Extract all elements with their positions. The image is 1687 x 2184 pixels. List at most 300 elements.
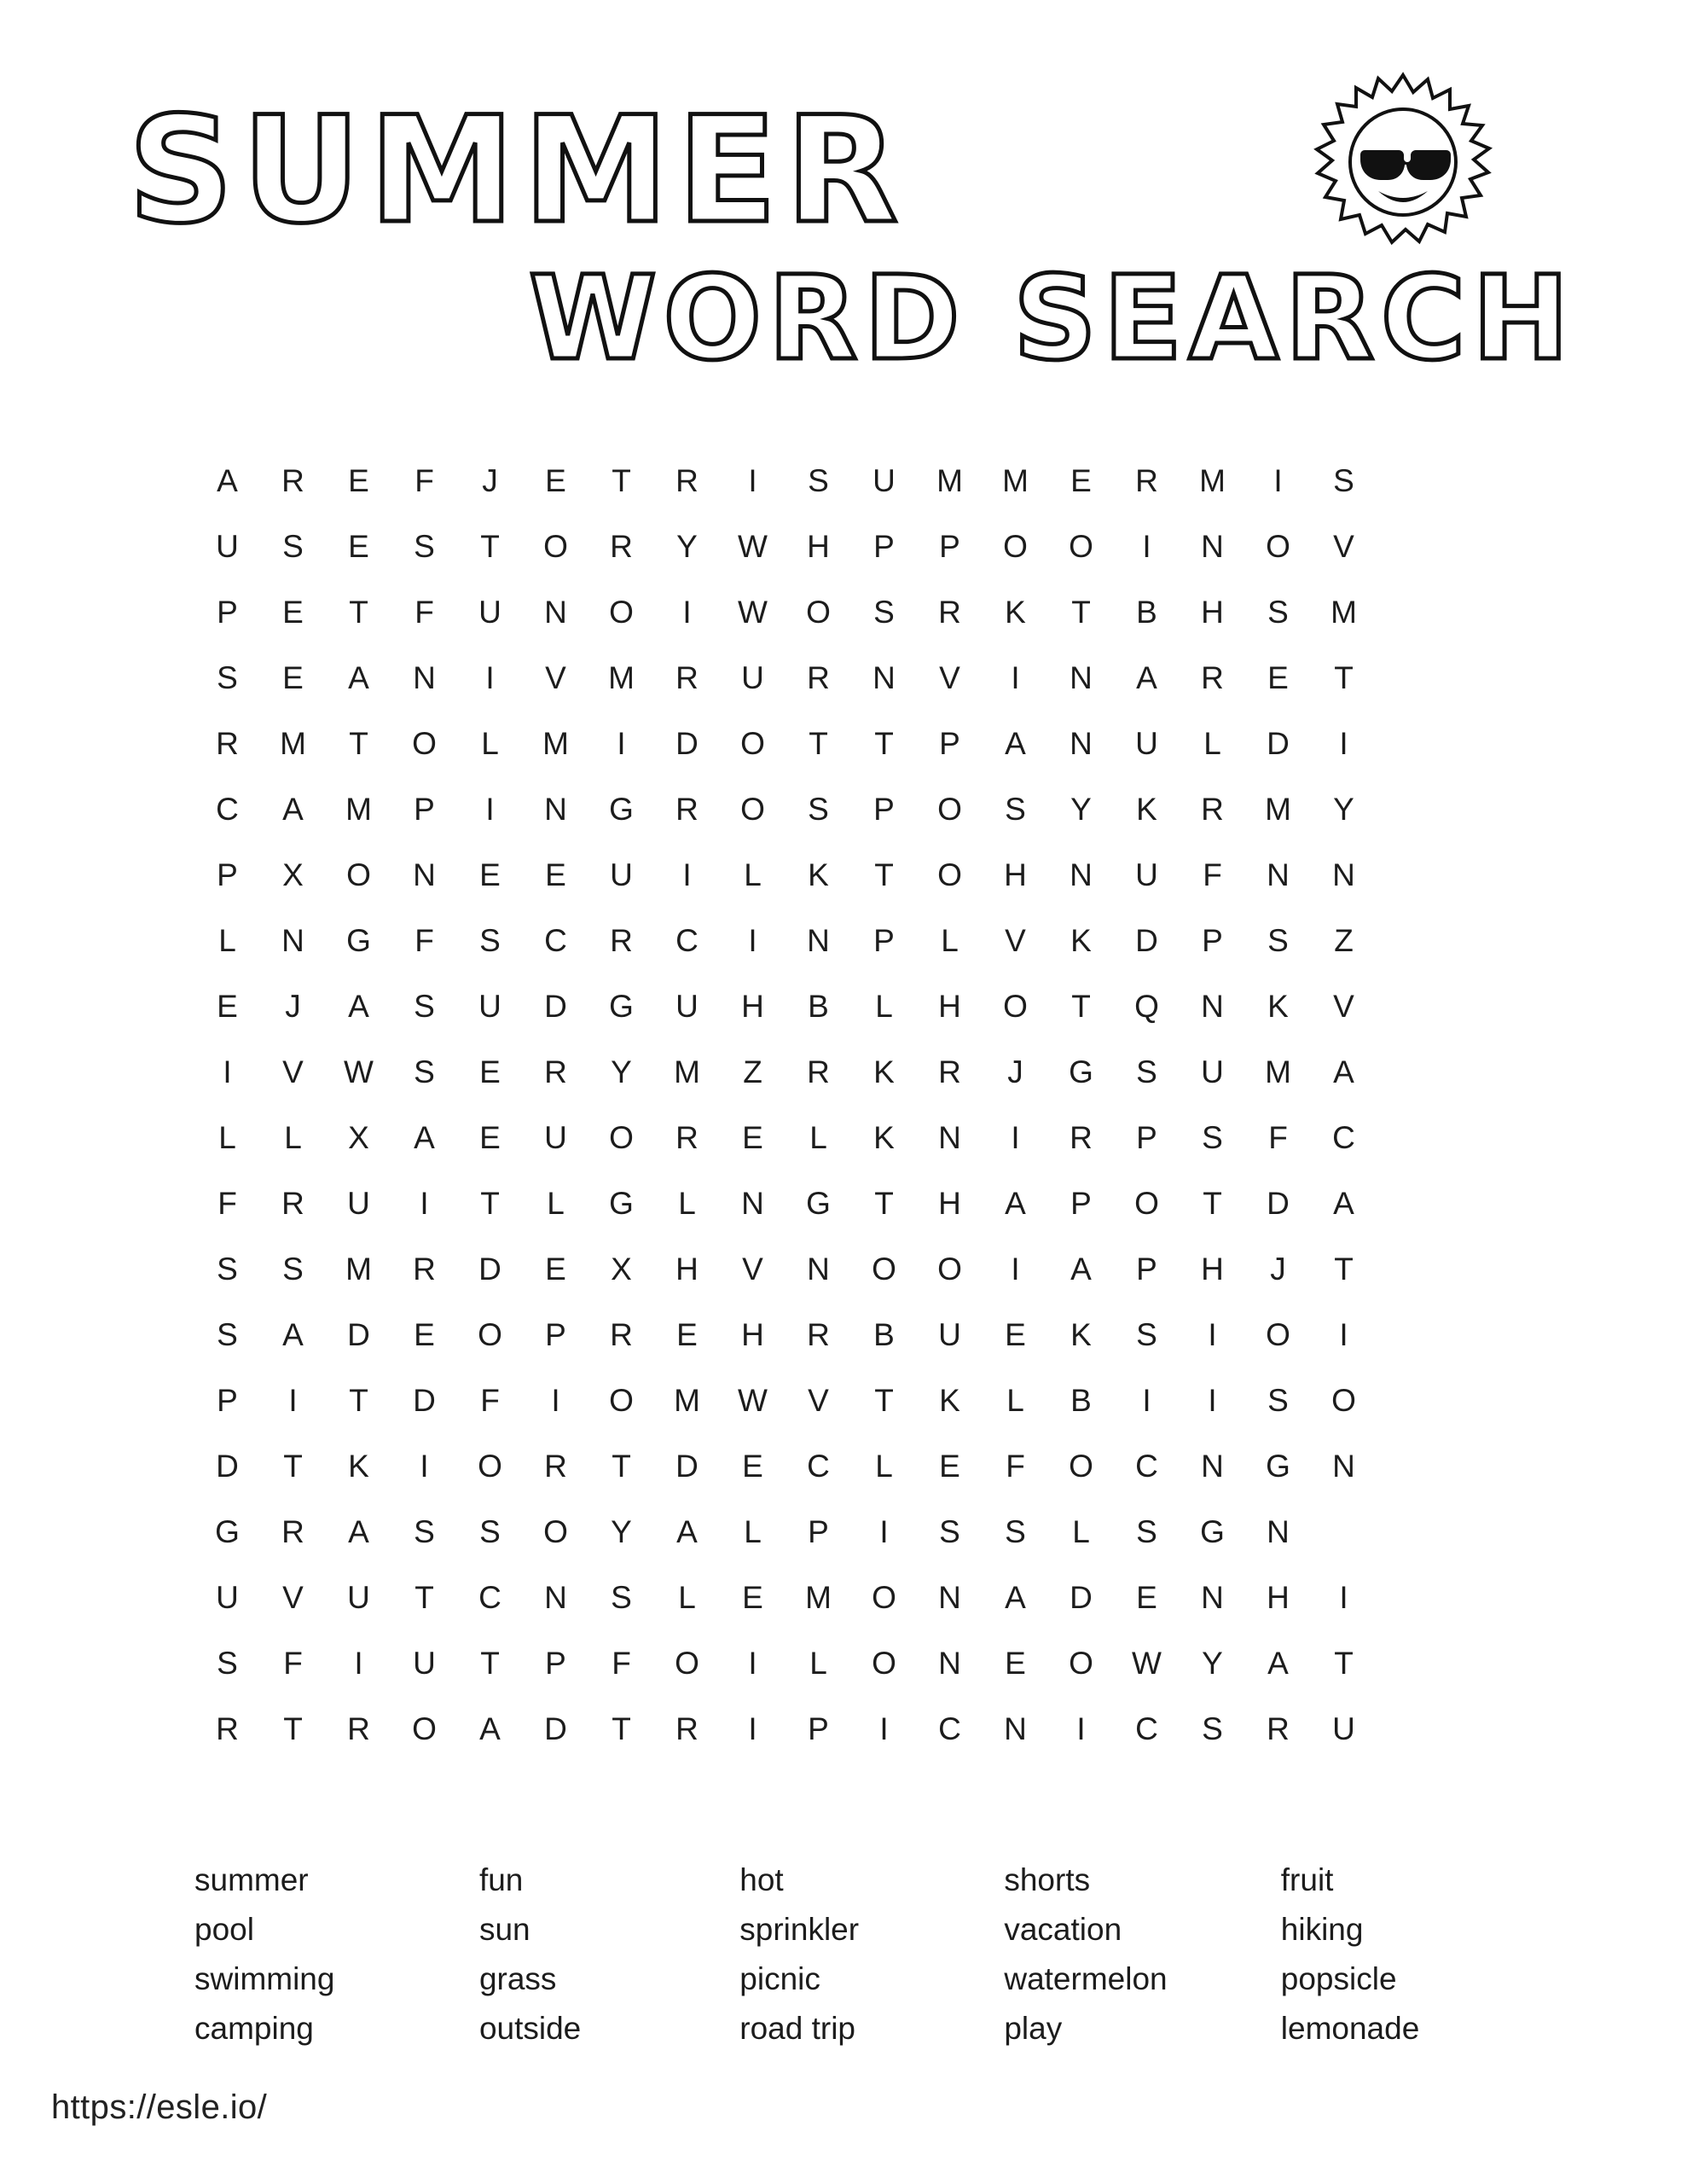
grid-cell: N: [413, 857, 436, 892]
grid-cell: E: [1136, 1580, 1157, 1615]
grid-cell: V: [282, 1580, 304, 1615]
grid-cell: I: [1011, 660, 1020, 695]
word-list-item: picnic: [739, 1961, 820, 1996]
grid-cell: M: [1002, 463, 1029, 498]
grid-cell-empty: [1442, 908, 1508, 973]
word-list-item: fruit: [1280, 1862, 1334, 1897]
grid-cell: U: [675, 989, 699, 1024]
grid-cell: D: [1267, 726, 1290, 761]
grid-cell: O: [609, 1383, 634, 1418]
grid-cell: I: [1142, 529, 1151, 564]
grid-cell: I: [420, 1449, 429, 1484]
grid-cell: D: [675, 1449, 699, 1484]
word-list-item: play: [1004, 2011, 1063, 2046]
grid-cell: S: [282, 1252, 304, 1287]
grid-cell: N: [544, 1580, 567, 1615]
grid-cell: L: [941, 923, 959, 958]
word-list-item: camping: [194, 2011, 314, 2046]
grid-cell: N: [1201, 1449, 1224, 1484]
grid-cell: D: [347, 1317, 370, 1352]
grid-cell: T: [349, 726, 368, 761]
grid-cell: S: [1136, 1317, 1157, 1352]
grid-cell: D: [544, 1711, 567, 1746]
grid-cell: I: [420, 1186, 429, 1221]
grid-cell: Z: [1334, 923, 1354, 958]
grid-cell: S: [217, 1646, 238, 1681]
grid-cell: F: [217, 1186, 237, 1221]
grid-cell-empty: [1442, 1236, 1508, 1302]
grid-cell: U: [741, 660, 764, 695]
grid-cell: O: [872, 1646, 896, 1681]
grid-cell: W: [738, 1383, 768, 1418]
grid-cell: P: [939, 726, 960, 761]
grid-cell: H: [1201, 1252, 1224, 1287]
grid-cell: E: [1005, 1317, 1026, 1352]
grid-cell: T: [283, 1449, 303, 1484]
grid-cell: I: [1011, 1120, 1020, 1155]
grid-cell: W: [738, 529, 768, 564]
grid-cell: R: [807, 660, 830, 695]
grid-cell: S: [808, 792, 829, 827]
grid-cell: H: [938, 1186, 961, 1221]
grid-cell: O: [872, 1252, 896, 1287]
grid-cell: X: [611, 1252, 632, 1287]
grid-cell: O: [740, 726, 765, 761]
grid-cell: T: [283, 1711, 303, 1746]
grid-cell: O: [1069, 1646, 1093, 1681]
grid-cell: F: [415, 923, 434, 958]
grid-cell: E: [479, 1054, 501, 1089]
grid-cell: N: [938, 1120, 961, 1155]
grid-cell: V: [1333, 529, 1354, 564]
grid-cell: O: [675, 1646, 699, 1681]
grid-cell: Y: [1333, 792, 1354, 827]
grid-cell: T: [1334, 660, 1354, 695]
grid-cell: H: [675, 1252, 699, 1287]
grid-cell: N: [1070, 726, 1093, 761]
grid-cell-empty: [1442, 645, 1508, 711]
grid-cell: N: [1070, 660, 1093, 695]
grid-cell: J: [285, 989, 301, 1024]
grid-cell: R: [1267, 1711, 1290, 1746]
grid-cell: O: [346, 857, 371, 892]
grid-cell: K: [939, 1383, 960, 1418]
grid-cell: I: [1339, 1580, 1348, 1615]
grid-cell: A: [282, 792, 304, 827]
grid-cell: P: [808, 1711, 829, 1746]
word-list-item: outside: [478, 2011, 582, 2046]
grid-cell: R: [938, 1054, 961, 1089]
grid-cell: C: [938, 1711, 961, 1746]
grid-cell: T: [1334, 1646, 1354, 1681]
grid-cell: U: [1201, 1054, 1224, 1089]
grid-cell: P: [217, 1383, 238, 1418]
grid-cell: U: [1135, 726, 1158, 761]
grid-cell: A: [1333, 1054, 1354, 1089]
grid-cell: R: [216, 1711, 239, 1746]
grid-cell: H: [1004, 857, 1027, 892]
grid-cell: I: [288, 1383, 298, 1418]
grid-cell: F: [415, 595, 434, 630]
grid-cell: N: [1201, 989, 1224, 1024]
grid-cell: T: [480, 529, 500, 564]
grid-cell: S: [1136, 1514, 1157, 1549]
grid-cell: S: [217, 660, 238, 695]
grid-cell: M: [345, 1252, 372, 1287]
grid-cell: Z: [743, 1054, 762, 1089]
grid-cell: E: [1070, 463, 1092, 498]
grid-cell: O: [1069, 1449, 1093, 1484]
grid-cell-empty: [1377, 1236, 1442, 1302]
grid-cell: R: [675, 1120, 699, 1155]
grid-cell: G: [609, 1186, 634, 1221]
grid-cell: G: [1266, 1449, 1290, 1484]
grid-cell-empty: [1442, 1039, 1508, 1105]
grid-cell: C: [1135, 1449, 1158, 1484]
grid-cell: C: [216, 792, 239, 827]
grid-cell: V: [1005, 923, 1026, 958]
grid-cell: R: [938, 595, 961, 630]
grid-cell: C: [807, 1449, 830, 1484]
word-list-item: hiking: [1280, 1912, 1364, 1947]
grid-cell: U: [1332, 1711, 1355, 1746]
grid-cell: A: [414, 1120, 435, 1155]
grid-cell: P: [217, 595, 238, 630]
grid-cell: E: [217, 989, 238, 1024]
grid-cell: M: [1330, 595, 1357, 630]
grid-cell-empty: [1442, 842, 1508, 908]
grid-cell: K: [1005, 595, 1026, 630]
grid-cell: I: [1076, 1711, 1086, 1746]
grid-cell: T: [415, 1580, 434, 1615]
grid-cell: P: [873, 923, 895, 958]
grid-cell-empty: [1442, 448, 1508, 514]
word-list-item: grass: [478, 1961, 557, 1996]
grid-cell: O: [478, 1449, 502, 1484]
grid-cell: E: [676, 1317, 698, 1352]
grid-cell: A: [676, 1514, 698, 1549]
grid-cell: I: [617, 726, 626, 761]
grid-cell: M: [1265, 1054, 1291, 1089]
grid-cell: S: [1267, 595, 1289, 630]
grid-cell: C: [544, 923, 567, 958]
grid-cell: I: [551, 1383, 560, 1418]
grid-cell: U: [1135, 857, 1158, 892]
grid-cell: S: [414, 1054, 435, 1089]
grid-cell: I: [1339, 726, 1348, 761]
grid-cell: I: [1273, 463, 1283, 498]
grid-cell: A: [348, 1514, 369, 1549]
grid-cell-empty: [1442, 1105, 1508, 1170]
grid-cell: O: [1331, 1383, 1356, 1418]
grid-cell: S: [873, 595, 895, 630]
grid-cell-empty: [1442, 1170, 1508, 1236]
grid-cell-empty: [1377, 1433, 1442, 1499]
grid-cell: P: [808, 1514, 829, 1549]
word-list-item: road trip: [739, 2011, 855, 2046]
grid-cell-empty: [1377, 1696, 1442, 1762]
grid-cell: P: [873, 792, 895, 827]
grid-cell: D: [544, 989, 567, 1024]
grid-cell-empty: [1377, 1565, 1442, 1630]
grid-cell: E: [939, 1449, 960, 1484]
grid-cell: N: [1070, 857, 1093, 892]
grid-cell: E: [742, 1449, 763, 1484]
grid-cell: M: [805, 1580, 832, 1615]
grid-cell: R: [675, 660, 699, 695]
grid-cell: W: [738, 595, 768, 630]
grid-cell: H: [938, 989, 961, 1024]
grid-cell: I: [485, 660, 495, 695]
grid-cell-empty: [1442, 579, 1508, 645]
grid-cell: M: [674, 1383, 700, 1418]
grid-cell: O: [1134, 1186, 1159, 1221]
grid-cell: R: [347, 1711, 370, 1746]
grid-cell: K: [1136, 792, 1157, 827]
grid-cell: R: [675, 463, 699, 498]
grid-cell: Y: [1202, 1646, 1223, 1681]
grid-cell: S: [808, 463, 829, 498]
grid-cell: O: [1266, 529, 1290, 564]
grid-cell-empty: [1442, 1499, 1508, 1565]
grid-cell-empty: [1442, 514, 1508, 579]
word-list-column: [739, 1856, 1004, 2053]
grid-cell: F: [415, 463, 434, 498]
grid-cell: T: [480, 1646, 500, 1681]
grid-cell: J: [1007, 1054, 1023, 1089]
grid-cell: U: [347, 1186, 370, 1221]
grid-cell: G: [1200, 1514, 1225, 1549]
grid-cell: I: [682, 595, 692, 630]
grid-cell: A: [1136, 660, 1157, 695]
grid-cell: A: [1333, 1186, 1354, 1221]
grid-cell-empty: [1377, 1499, 1442, 1565]
word-list-item: swimming: [194, 1961, 335, 1996]
grid-cell: I: [879, 1711, 889, 1746]
grid-cell: U: [347, 1580, 370, 1615]
grid-cell: N: [807, 1252, 830, 1287]
grid-cell: O: [609, 595, 634, 630]
grid-cell: S: [479, 923, 501, 958]
grid-cell: P: [414, 792, 435, 827]
grid-cell: V: [939, 660, 960, 695]
word-list-item: vacation: [1004, 1912, 1122, 1947]
word-list-item: pool: [194, 1912, 254, 1947]
grid-cell: R: [1201, 792, 1224, 827]
grid-cell: O: [1266, 1317, 1290, 1352]
grid-cell: M: [280, 726, 306, 761]
word-list-item: lemonade: [1280, 2011, 1420, 2046]
grid-cell: C: [675, 923, 699, 958]
grid-cell: K: [1070, 1317, 1092, 1352]
word-list-column: [194, 1856, 479, 2053]
grid-cell: K: [1267, 989, 1289, 1024]
grid-cell: M: [345, 792, 372, 827]
grid-cell: L: [809, 1120, 827, 1155]
grid-cell: E: [742, 1580, 763, 1615]
grid-cell-empty: [1442, 1630, 1508, 1696]
grid-cell: T: [1071, 595, 1091, 630]
grid-cell: D: [1135, 923, 1158, 958]
grid-cell: E: [545, 857, 566, 892]
grid-cell: A: [1070, 1252, 1092, 1287]
grid-cell: V: [808, 1383, 829, 1418]
grid-cell: N: [938, 1646, 961, 1681]
grid-cell: T: [349, 595, 368, 630]
grid-cell: O: [1069, 529, 1093, 564]
grid-cell: A: [479, 1711, 501, 1746]
grid-cell: O: [543, 529, 568, 564]
grid-cell: S: [611, 1580, 632, 1615]
grid-cell: B: [873, 1317, 895, 1352]
grid-cell-empty: [1442, 711, 1508, 776]
grid-cell-empty: [1377, 908, 1442, 973]
grid-cell-empty: [1377, 1368, 1442, 1433]
grid-cell-empty: [1377, 842, 1442, 908]
grid-cell: T: [874, 1186, 894, 1221]
grid-cell: V: [282, 1054, 304, 1089]
grid-cell: D: [478, 1252, 501, 1287]
grid-cell: T: [874, 1383, 894, 1418]
grid-cell: M: [674, 1054, 700, 1089]
grid-cell: L: [744, 1514, 762, 1549]
grid-cell: A: [1005, 726, 1026, 761]
grid-cell: P: [1202, 923, 1223, 958]
grid-cell: T: [480, 1186, 500, 1221]
grid-cell: G: [806, 1186, 831, 1221]
grid-cell-empty: [1377, 973, 1442, 1039]
grid-cell: M: [936, 463, 963, 498]
grid-cell: L: [809, 1646, 827, 1681]
grid-cell: N: [1332, 1449, 1355, 1484]
grid-cell: I: [1142, 1383, 1151, 1418]
grid-cell: Y: [1070, 792, 1092, 827]
grid-cell: R: [1135, 463, 1158, 498]
grid-cell: V: [1333, 989, 1354, 1024]
grid-cell: R: [216, 726, 239, 761]
grid-cell: U: [478, 989, 501, 1024]
grid-cell: D: [216, 1449, 239, 1484]
grid-cell: R: [1201, 660, 1224, 695]
grid-cell: K: [873, 1120, 895, 1155]
grid-cell: H: [1201, 595, 1224, 630]
grid-cell: F: [1006, 1449, 1025, 1484]
grid-cell-empty: [1377, 514, 1442, 579]
grid-cell: T: [874, 857, 894, 892]
grid-cell: Y: [611, 1514, 632, 1549]
grid-cell-empty: [1442, 1368, 1508, 1433]
page-title-line-2: WORD SEARCH: [529, 252, 1576, 386]
grid-cell: N: [938, 1580, 961, 1615]
grid-cell: O: [478, 1317, 502, 1352]
grid-cell: R: [281, 1186, 304, 1221]
grid-cell: J: [1270, 1252, 1286, 1287]
grid-cell: O: [412, 1711, 437, 1746]
grid-cell: O: [806, 595, 831, 630]
grid-cell: P: [545, 1646, 566, 1681]
grid-cell: E: [282, 660, 304, 695]
grid-cell: C: [1332, 1120, 1355, 1155]
grid-cell: T: [612, 1711, 631, 1746]
grid-cell: F: [612, 1646, 631, 1681]
word-list-column: [1281, 1856, 1525, 2053]
grid-cell-empty: [1311, 1499, 1377, 1565]
grid-cell: P: [1136, 1120, 1157, 1155]
grid-cell: R: [610, 923, 633, 958]
grid-cell: R: [281, 463, 304, 498]
grid-cell: G: [215, 1514, 240, 1549]
grid-cell: N: [741, 1186, 764, 1221]
grid-cell: N: [807, 923, 830, 958]
grid-cell: N: [1332, 857, 1355, 892]
grid-cell: U: [610, 857, 633, 892]
grid-cell: O: [937, 857, 962, 892]
grid-cell: N: [281, 923, 304, 958]
grid-cell: I: [748, 1646, 757, 1681]
grid-cell: K: [1070, 923, 1092, 958]
grid-cell: T: [1071, 989, 1091, 1024]
grid-cell: R: [807, 1317, 830, 1352]
grid-cell-empty: [1377, 579, 1442, 645]
grid-cell-empty: [1377, 448, 1442, 514]
grid-cell: E: [545, 1252, 566, 1287]
grid-cell: T: [612, 463, 631, 498]
grid-cell-empty: [1377, 1039, 1442, 1105]
grid-cell: O: [937, 792, 962, 827]
grid-cell: S: [1333, 463, 1354, 498]
grid-cell: A: [348, 660, 369, 695]
word-list-column: [1004, 1856, 1280, 2053]
grid-cell: P: [939, 529, 960, 564]
grid-cell-empty: [1377, 1630, 1442, 1696]
grid-cell: K: [873, 1054, 895, 1089]
grid-cell: H: [807, 529, 830, 564]
grid-cell: S: [217, 1317, 238, 1352]
grid-cell: D: [675, 726, 699, 761]
grid-cell: U: [413, 1646, 436, 1681]
word-list-item: fun: [478, 1862, 524, 1897]
grid-cell: S: [414, 1514, 435, 1549]
grid-cell: P: [545, 1317, 566, 1352]
grid-cell: A: [1005, 1186, 1026, 1221]
grid-cell: A: [1267, 1646, 1289, 1681]
grid-cell: I: [354, 1646, 363, 1681]
grid-cell-empty: [1442, 1433, 1508, 1499]
grid-cell: O: [1003, 529, 1028, 564]
grid-cell: L: [678, 1186, 696, 1221]
word-search-grid: [194, 448, 1508, 1762]
grid-cell: S: [217, 1252, 238, 1287]
grid-cell-empty: [1377, 645, 1442, 711]
grid-cell: M: [1265, 792, 1291, 827]
grid-cell: U: [544, 1120, 567, 1155]
grid-cell: L: [875, 1449, 893, 1484]
grid-cell: S: [1136, 1054, 1157, 1089]
grid-cell: S: [479, 1514, 501, 1549]
grid-cell: I: [748, 463, 757, 498]
grid-cell: W: [344, 1054, 374, 1089]
grid-cell: I: [748, 1711, 757, 1746]
grid-cell: G: [346, 923, 371, 958]
grid-cell: V: [742, 1252, 763, 1287]
grid-cell: S: [1267, 1383, 1289, 1418]
grid-cell: L: [1203, 726, 1221, 761]
grid-cell: N: [1267, 857, 1290, 892]
grid-cell: U: [938, 1317, 961, 1352]
grid-cell: F: [480, 1383, 500, 1418]
grid-cell: E: [348, 463, 369, 498]
grid-cell: A: [1005, 1580, 1026, 1615]
